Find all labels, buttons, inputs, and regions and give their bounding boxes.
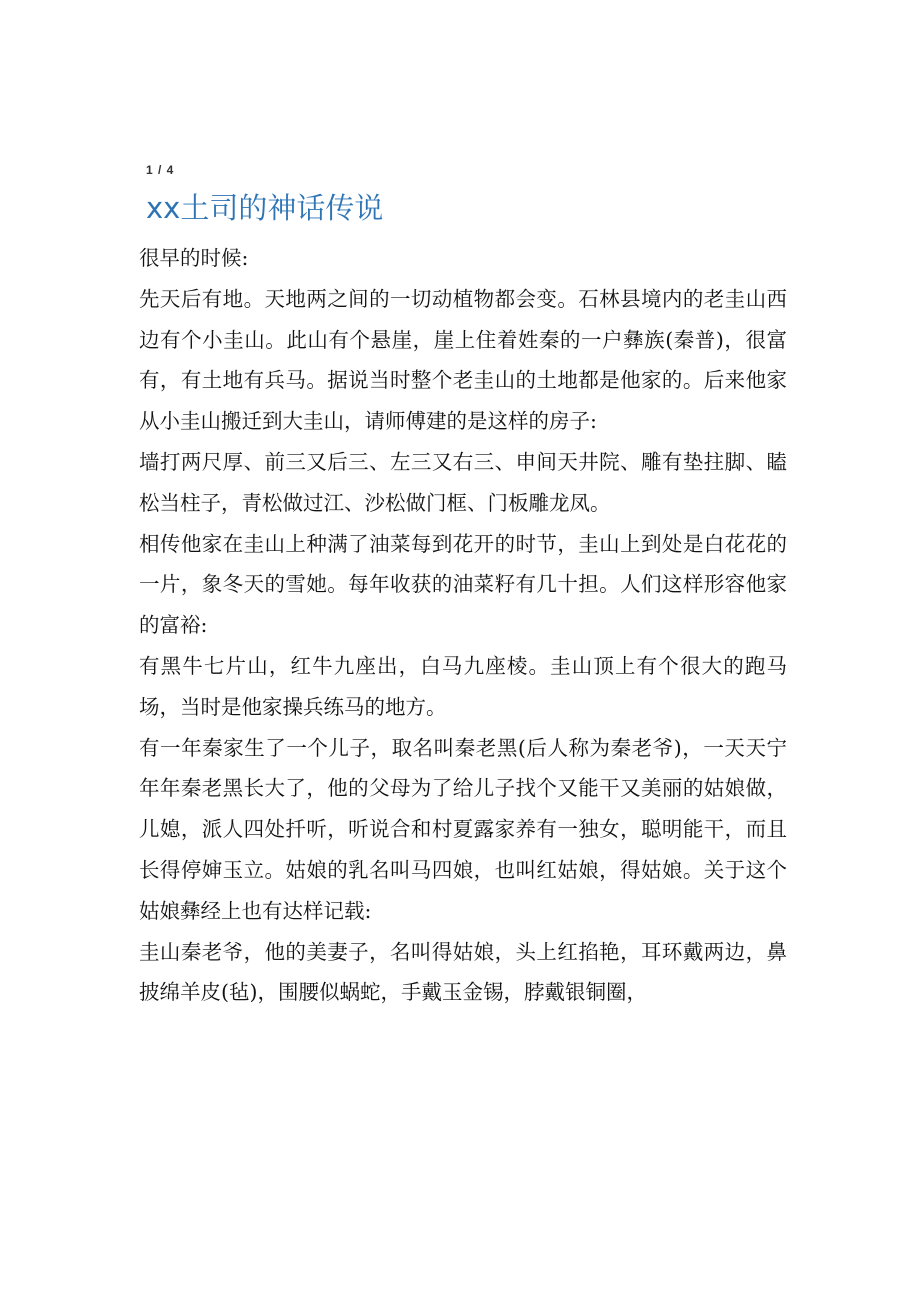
paragraph: 有一年秦家生了一个儿子，取名叫秦老黑(后人称为秦老爷)，一天天宁年年秦老黑长大了，他的父母为了给儿子找个又能干又美丽的姑娘做，儿媳，派人四处扦听，听说合和村夏露家养有一独女，聪明能干，而且长得停婶玉立。姑娘的乳名叫马四娘，也叫红姑娘，得姑娘。关于这个姑娘彝经上也有达样记载: (139, 735, 787, 923)
page-number: 1 / 4 (146, 163, 175, 177)
document-body (139, 238, 787, 1013)
paragraph: 圭山秦老爷，他的美妻子，名叫得姑娘，头上红掐艳，耳环戴两边，鼻披绵羊皮(毡)，围腰似蜗蛇，手戴玉金锡，脖戴银铜圈， (139, 939, 787, 1005)
paragraph: 有黑牛七片山，红牛九座出，白马九座棱。圭山顶上有个很大的跑马场，当时是他家操兵练马的地方。 (139, 653, 787, 719)
paragraph: 先天后有地。天地两之间的一切动植物都会变。石林县境内的老圭山西边有个小圭山。此山有个悬崖，崖上住着姓秦的一户彝族(秦普)，很富有，有土地有兵马。据说当时整个老圭山的土地都是他家的。后来他家从小圭山搬迁到大圭山，请师傅建的是这样的房子: (139, 286, 787, 434)
document-title: xx土司的神话传说 (146, 191, 384, 225)
paragraph: 很早的时候: (139, 246, 249, 270)
paragraph: 相传他家在圭山上种满了油菜每到花开的时节，圭山上到处是白花花的一片，象冬天的雪她。每年收获的油菜籽有几十担。人们这样形容他家的富裕: (139, 531, 787, 638)
paragraph: 墙打两尺厚、前三又后三、左三又右三、申间天井院、雕有垫拄脚、瞌松当柱子，青松做过江、沙松做门框、门板雕龙凤。 (139, 449, 787, 515)
